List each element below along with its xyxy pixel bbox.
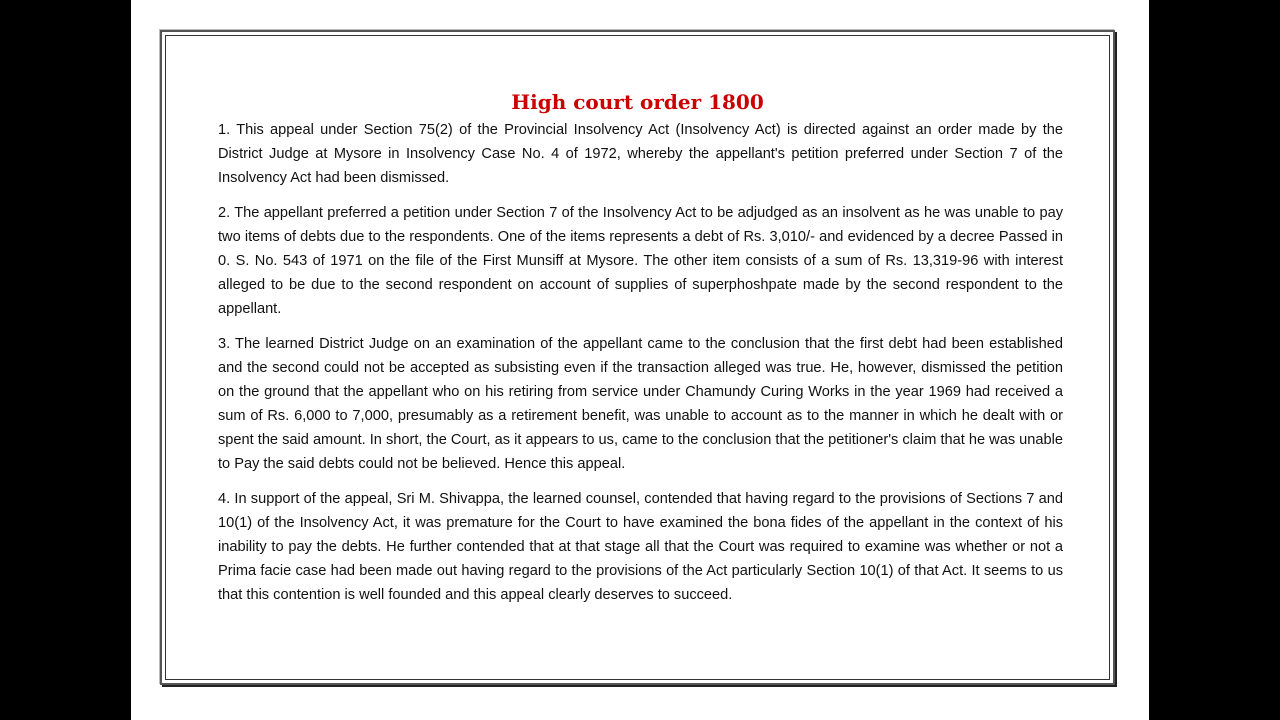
document-frame [160, 30, 1115, 685]
document-title: High court order 1800 [511, 90, 764, 114]
document-body [218, 118, 1063, 618]
paragraph-2: 2. The appellant preferred a petition under Section 7 of the Insolvency Act to be adjudged as an insolvent as he was unable to pay two items of debts due to the respondents. One of the items represents a debt of Rs. 3,010/- and evidenced by a decree Passed in 0. S. No. 543 of 1971 on the file of the First Munsiff at Mysore. The other item consists of a sum of Rs. 13,319-96 with interest alleged to be due to the second respondent on account of supplies of superphoshpate made by the second respondent to the appellant. [218, 205, 1063, 317]
paragraph-4: 4. In support of the appeal, Sri M. Shivappa, the learned counsel, contended that having regard to the provisions of Sections 7 and 10(1) of the Insolvency Act, it was premature for the Court to have examined the bona fides of the appellant in the context of his inability to pay the debts. He further contended that at that stage all that the Court was required to examine was whether or not a Prima facie case had been made out having regard to the provisions of the Act particularly Section 10(1) of that Act. It seems to us that this contention is well founded and this appeal clearly deserves to succeed. [218, 491, 1063, 603]
paragraph-3: 3. The learned District Judge on an examination of the appellant came to the conclusion that the first debt had been established and the second could not be accepted as subsisting even if the transaction alleged was true. He, however, dismissed the petition on the ground that the appellant who on his retiring from service under Chamundy Curing Works in the year 1969 had received a sum of Rs. 6,000 to 7,000, presumably as a retirement benefit, was unable to account as to the manner in which he dealt with or spent the said amount. In short, the Court, as it appears to us, came to the conclusion that the petitioner's claim that he was unable to Pay the said debts could not be believed. Hence this appeal. [218, 336, 1063, 472]
paragraph-1: 1. This appeal under Section 75(2) of the Provincial Insolvency Act (Insolvency Act) is directed against an order made by the District Judge at Mysore in Insolvency Case No. 4 of 1972, whereby the appellant's petition preferred under Section 7 of the Insolvency Act had been dismissed. [218, 122, 1063, 186]
